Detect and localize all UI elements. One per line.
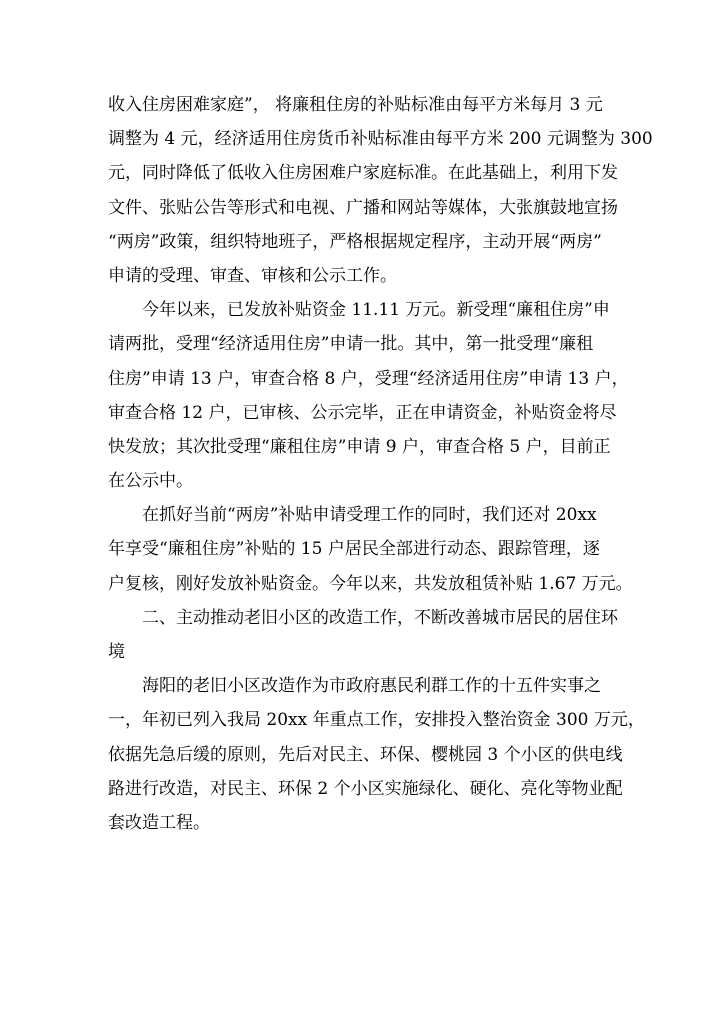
text-line: 在公示中。: [108, 471, 193, 492]
text-line: 套改造工程。: [108, 812, 210, 833]
text-line: 依据先急后缓的原则，先后对民主、环保、樱桃园 3 个小区的供电线: [108, 744, 623, 765]
text-line: “两房”政策，组织特地班子，严格根据规定程序，主动开展“两房”: [108, 231, 602, 252]
text-line: 文件、张贴公告等形式和电视、广播和网站等媒体，大张旗鼓地宣扬: [108, 197, 618, 218]
text-line: 申请的受理、审查、审核和公示工作。: [108, 265, 397, 286]
text-line: 年享受“廉租住房”补贴的 15 户居民全部进行动态、跟踪管理，逐: [108, 539, 600, 560]
body-text: [108, 88, 653, 840]
text-line: 请两批，受理“经济适用住房”申请一批。其中，第一批受理“廉租: [108, 334, 594, 355]
text-line: 今年以来，已发放补贴资金 11.11 万元。新受理“廉租住房”申: [108, 300, 610, 321]
text-line: 境: [108, 642, 125, 662]
text-line: 快发放；其次批受理“廉租住房”申请 9 户，审查合格 5 户，目前正: [108, 436, 611, 457]
text-line: 元，同时降低了低收入住房困难户家庭标准。在此基础上，利用下发: [108, 163, 618, 184]
text-line: 收入住房困难家庭”， 将廉租住房的补贴标准由每平方米每月 3 元: [108, 95, 603, 115]
text-line: 路进行改造，对民主、环保 2 个小区实施绿化、硬化、亮化等物业配: [108, 778, 623, 799]
text-line: 户复核，刚好发放补贴资金。今年以来，共发放租赁补贴 1.67 万元。: [108, 573, 633, 594]
text-line: 在抓好当前“两房”补贴申请受理工作的同时，我们还对 20xx: [108, 505, 597, 526]
text-line: 海阳的老旧小区改造作为市政府惠民利群工作的十五件实事之: [108, 676, 601, 697]
text-line: 审查合格 12 户，已审核、公示完毕，正在申请资金，补贴资金将尽: [108, 402, 617, 423]
text-line: 一，年初已列入我局 20xx 年重点工作，安排投入整治资金 300 万元，: [108, 710, 645, 731]
text-line: 二、主动推动老旧小区的改造工作，不断改善城市居民的居住环: [108, 607, 618, 628]
text-line: 调整为 4 元，经济适用住房货币补贴标准由每平方米 200 元调整为 300: [108, 129, 653, 150]
text-line: 住房”申请 13 户，审查合格 8 户，受理“经济适用住房”申请 13 户，: [108, 368, 629, 389]
